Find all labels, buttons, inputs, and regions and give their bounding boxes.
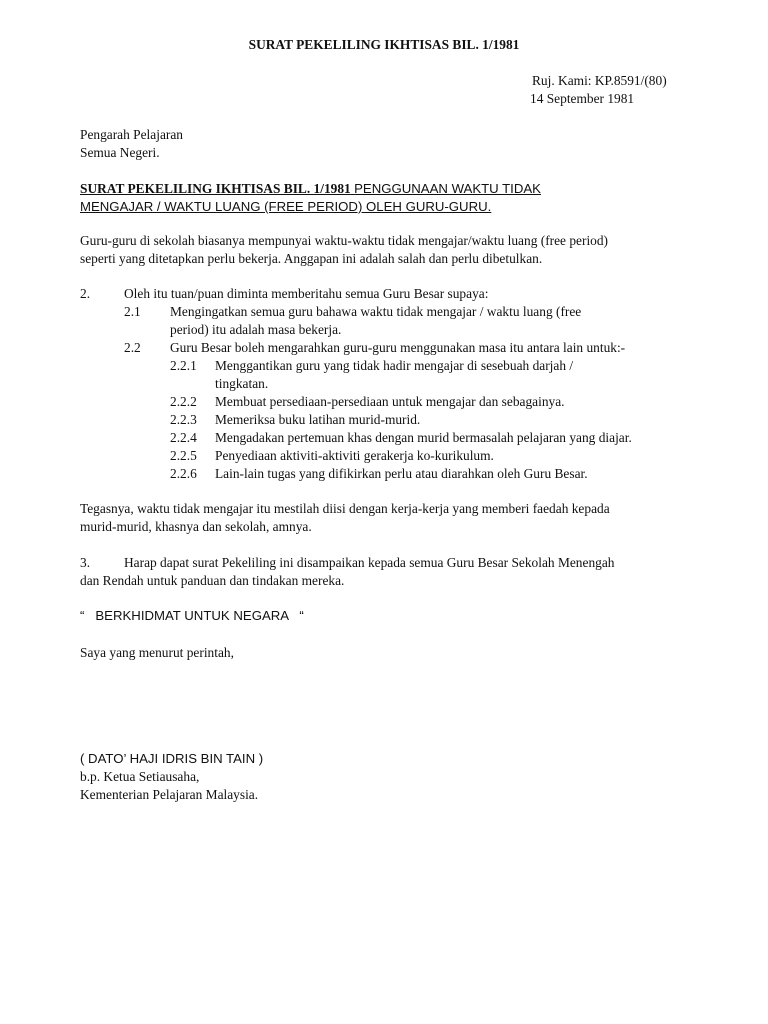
recipient-line-1: Pengarah Pelajaran [80,127,183,142]
item-2-2-text: Guru Besar boleh mengarahkan guru-guru menggunakan masa itu antara lain untuk:- [170,340,626,355]
emphasis-line-1: Tegasnya, waktu tidak mengajar itu mestilah diisi dengan kerja-kerja yang memberi faedah kepada [80,501,610,516]
subject-block [80,180,690,216]
para-3-line-2: dan Rendah untuk panduan dan tindakan mereka. [80,573,345,588]
subitem-2-2-2-number: 2.2.2 [170,394,197,409]
recipient-line-2: Semua Negeri. [80,145,160,160]
para-2-text: Oleh itu tuan/puan diminta memberitahu semua Guru Besar supaya: [124,286,489,301]
subitem-2-2-6-number: 2.2.6 [170,466,197,481]
emphasis-line-2: murid-murid, khasnya dan sekolah, amnya. [80,519,312,534]
subitem-2-2-5-text: Penyediaan aktiviti-aktiviti gerakerja ko-kurikulum. [215,448,494,463]
subitem-2-2-1-line-1: Menggantikan guru yang tidak hadir mengajar di sesebuah darjah / [215,358,574,373]
subitem-2-2-2-text: Membuat persediaan-persediaan untuk mengajar dan sebagainya. [215,394,565,409]
closing-phrase: Saya yang menurut perintah, [80,645,234,660]
intro-line-2: seperti yang ditetapkan perlu bekerja. Anggapan ini adalah salah dan perlu dibetulkan. [80,251,543,266]
signatory-name: ( DATO’ HAJI IDRIS BIN TAIN ) [80,751,264,766]
document-title: SURAT PEKELILING IKHTISAS BIL. 1/1981 [248,37,520,52]
item-2-2-number: 2.2 [124,340,141,355]
motto: “ BERKHIDMAT UNTUK NEGARA “ [80,608,304,623]
intro-paragraph [80,232,690,268]
item-2-1-line-1: Mengingatkan semua guru bahawa waktu tidak mengajar / waktu luang (free [170,304,582,319]
emphasis-paragraph [80,500,690,536]
letter-date: 14 September 1981 [530,91,635,106]
intro-line-1: Guru-guru di sekolah biasanya mempunyai waktu-waktu tidak mengajar/waktu luang (free period) [80,233,609,248]
signatory-position: b.p. Ketua Setiausaha, [80,769,200,784]
para-2-number: 2. [80,286,91,301]
subitem-2-2-3-text: Memeriksa buku latihan murid-murid. [215,412,421,427]
item-2-1-number: 2.1 [124,304,141,319]
subitem-2-2-6-text: Lain-lain tugas yang difikirkan perlu atau diarahkan oleh Guru Besar. [215,466,588,481]
subject-line-2: MENGAJAR / WAKTU LUANG (FREE PERIOD) OLEH GURU-GURU. [80,199,492,214]
subitem-2-2-1-line-2: tingkatan. [215,376,269,391]
signatory-ministry: Kementerian Pelajaran Malaysia. [80,787,259,802]
subitem-2-2-4-text: Mengadakan pertemuan khas dengan murid bermasalah pelajaran yang diajar. [215,430,632,445]
signatory-block [80,750,690,804]
subitem-2-2-4-number: 2.2.4 [170,430,197,445]
subject-circular-number: SURAT PEKELILING IKHTISAS BIL. 1/1981 [80,181,351,196]
subitem-2-2-5-number: 2.2.5 [170,448,197,463]
subitem-2-2-1-number: 2.2.1 [170,358,197,373]
item-2-1-line-2: period) itu adalah masa bekerja. [170,322,342,337]
para-3-number: 3. [80,555,91,570]
recipient-block [80,126,690,162]
reference-number: Ruj. Kami: KP.8591/(80) [532,73,667,88]
para-3-line-1: Harap dapat surat Pekeliling ini disampaikan kepada semua Guru Besar Sekolah Menengah [124,555,615,570]
subject-line-1: PENGGUNAAN WAKTU TIDAK [354,181,541,196]
subitem-2-2-3-number: 2.2.3 [170,412,197,427]
